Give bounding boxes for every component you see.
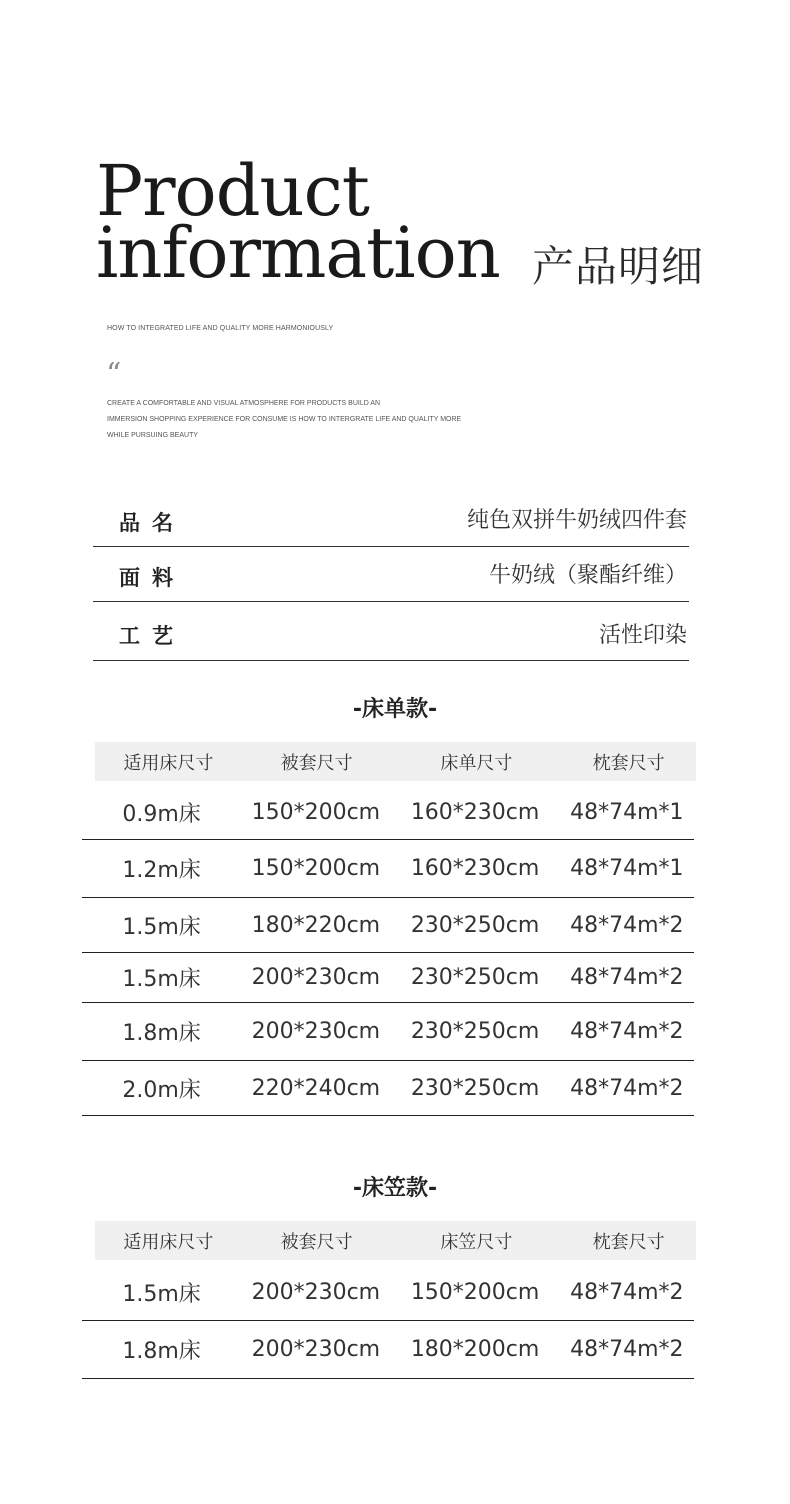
quote-text xyxy=(107,396,527,444)
header-cell: 枕套尺寸 xyxy=(592,752,665,774)
section-title-fitted: -床笠款- xyxy=(352,1176,438,1201)
title-line-product: Product xyxy=(96,150,369,232)
cell: 230*250cm xyxy=(410,912,540,938)
cell: 48*74m*2 xyxy=(570,965,684,990)
table-row xyxy=(82,840,694,898)
quote-line: CREATE A COMFORTABLE AND VISUAL ATMOSPHERE FOR PRODUCTS BUILD AN xyxy=(107,400,381,407)
header-cell: 床笠尺寸 xyxy=(440,1231,513,1253)
info-value: 牛奶绒（聚酯纤维） xyxy=(488,563,687,588)
cell: 48*74m*1 xyxy=(570,856,684,881)
table-row xyxy=(82,1321,694,1379)
cell: 160*230cm xyxy=(410,799,540,825)
cell: 230*250cm xyxy=(410,1019,540,1044)
header-cell: 适用床尺寸 xyxy=(123,752,214,774)
cell: 48*74m*2 xyxy=(570,912,684,938)
cell: 1.5m床 xyxy=(122,1281,201,1307)
info-label: 工艺 xyxy=(119,624,185,648)
title-line-information: information xyxy=(96,212,500,294)
header-cell: 被套尺寸 xyxy=(280,1231,353,1253)
cell: 150*200cm xyxy=(251,799,381,825)
cell: 160*230cm xyxy=(410,856,540,881)
table-row xyxy=(82,1061,694,1116)
cell: 200*230cm xyxy=(251,965,381,990)
cell: 1.5m床 xyxy=(122,914,201,940)
cell: 180*220cm xyxy=(251,912,381,938)
header-cell: 适用床尺寸 xyxy=(123,1231,214,1253)
cell: 48*74m*2 xyxy=(570,1075,684,1101)
info-value: 活性印染 xyxy=(598,623,687,648)
cell: 2.0m床 xyxy=(122,1077,201,1103)
chinese-title: 产品明细 xyxy=(532,242,705,291)
cell: 48*74m*2 xyxy=(570,1337,684,1362)
cell: 220*240cm xyxy=(251,1075,381,1101)
fitted-size-table xyxy=(82,1221,694,1379)
cell: 230*250cm xyxy=(410,1075,540,1101)
cell: 180*200cm xyxy=(410,1337,540,1362)
sheet-size-table xyxy=(82,742,694,1116)
header-cell: 枕套尺寸 xyxy=(592,1231,665,1253)
table-header xyxy=(95,742,696,781)
info-row-fabric xyxy=(93,547,689,602)
header-cell: 床单尺寸 xyxy=(440,752,513,774)
cell: 0.9m床 xyxy=(122,801,201,827)
quote-line: IMMERSION SHOPPING EXPERIENCE FOR CONSUME IS HOW TO INTERGRATE LIFE AND QUALITY MORE xyxy=(107,416,462,423)
cell: 1.8m床 xyxy=(122,1339,201,1364)
cell: 48*74m*1 xyxy=(570,799,684,825)
tagline: HOW TO INTEGRATED LIFE AND QUALITY MORE HARMONIOUSLY xyxy=(107,325,334,332)
cell: 150*200cm xyxy=(251,856,381,881)
info-label: 面料 xyxy=(119,566,185,590)
table-row xyxy=(82,898,694,953)
cell: 1.2m床 xyxy=(122,858,201,883)
table-row xyxy=(82,785,694,840)
quote-line: WHILE PURSUING BEAUTY xyxy=(107,432,199,439)
cell: 48*74m*2 xyxy=(570,1279,684,1305)
cell: 48*74m*2 xyxy=(570,1019,684,1044)
section-title-sheet: -床单款- xyxy=(352,697,438,722)
info-label: 品名 xyxy=(119,511,185,535)
table-header xyxy=(95,1221,696,1260)
cell: 200*230cm xyxy=(251,1279,381,1305)
info-row-name xyxy=(93,492,689,547)
info-value: 纯色双拼牛奶绒四件套 xyxy=(466,508,687,533)
header-cell: 被套尺寸 xyxy=(280,752,353,774)
info-row-craft xyxy=(93,602,689,661)
table-row xyxy=(82,1003,694,1061)
cell: 200*230cm xyxy=(251,1337,381,1362)
table-row xyxy=(82,953,694,1003)
product-info-list xyxy=(93,492,689,661)
table-row xyxy=(82,1264,694,1321)
english-title xyxy=(96,150,500,294)
cell: 150*200cm xyxy=(410,1279,540,1305)
quote-icon: “ xyxy=(106,357,122,392)
cell: 1.8m床 xyxy=(122,1021,201,1046)
cell: 1.5m床 xyxy=(122,967,201,992)
cell: 200*230cm xyxy=(251,1019,381,1044)
cell: 230*250cm xyxy=(410,965,540,990)
